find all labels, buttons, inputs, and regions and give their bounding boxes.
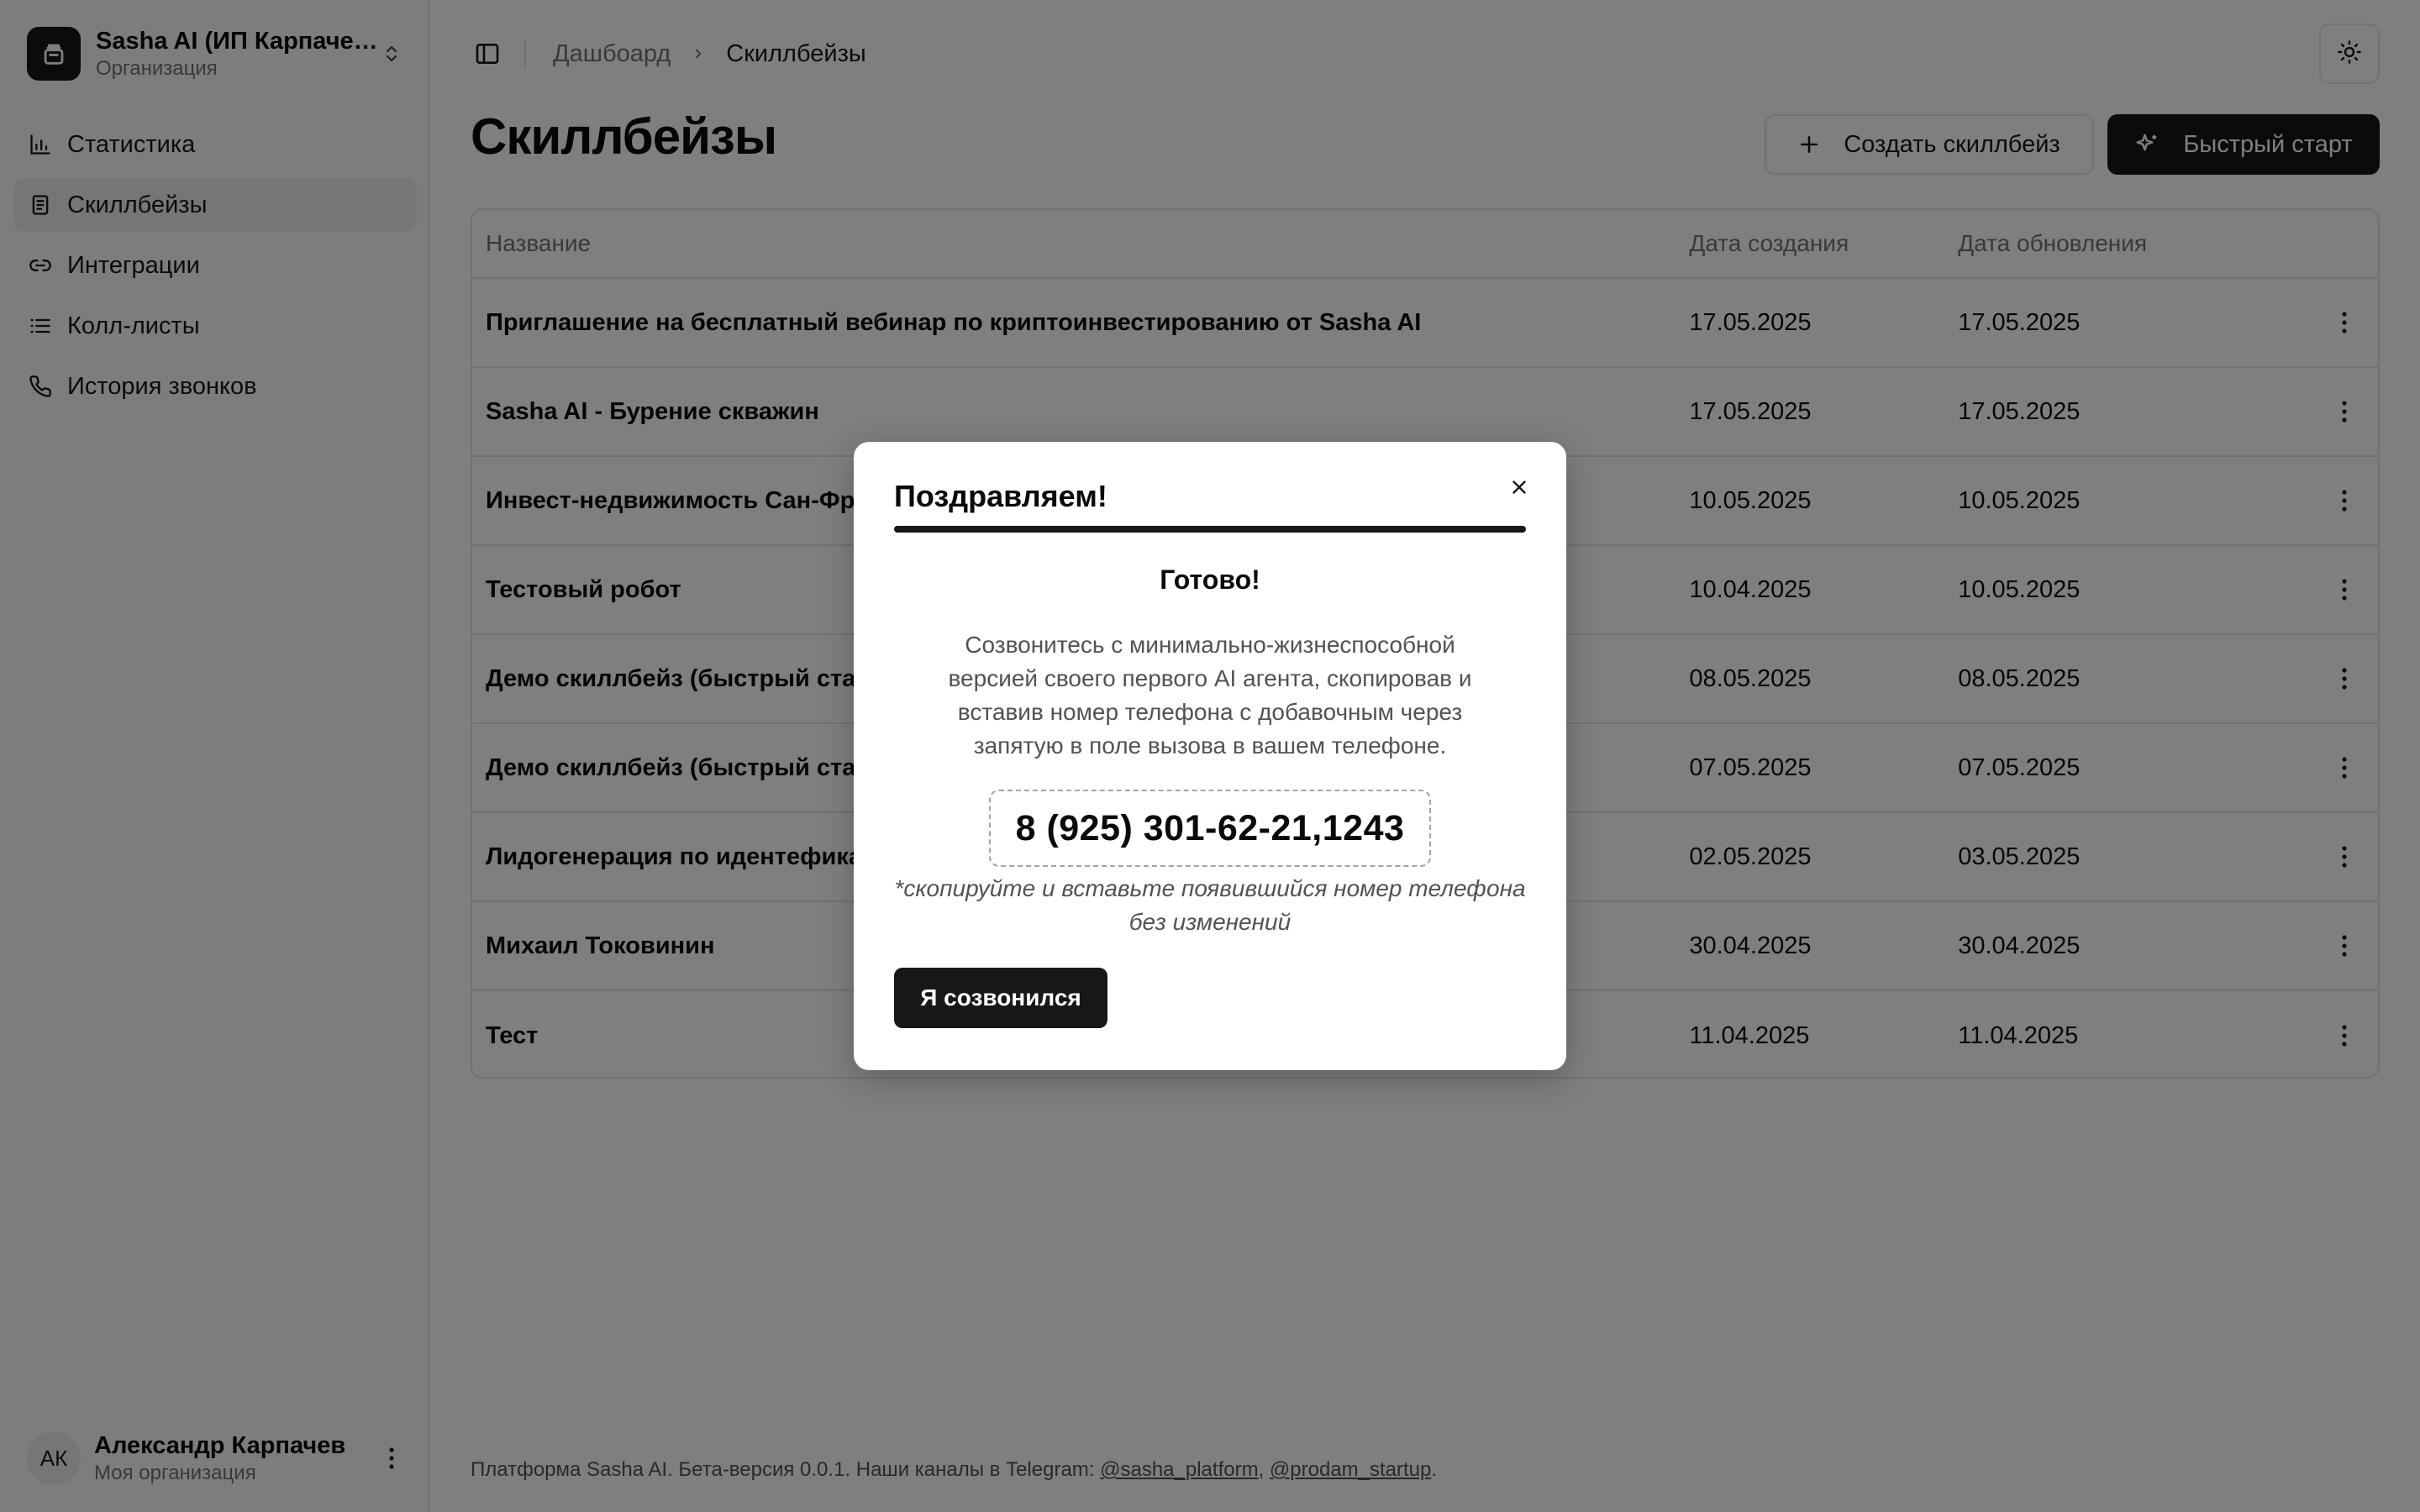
dialog-heading: Готово!: [1160, 564, 1260, 595]
called-button[interactable]: Я созвонился: [894, 968, 1107, 1028]
progress-bar: [894, 526, 1526, 533]
dialog-description: Созвонитесь с минимально-жизнеспособной версией своего первого AI агента, скопировав и вставив номер телефона с добавочным через запятую в поле вызова в вашем телефоне.: [948, 632, 1472, 759]
dialog-title: Поздравляем!: [894, 479, 1107, 513]
close-icon[interactable]: [1502, 470, 1536, 504]
phone-number[interactable]: 8 (925) 301-62-21,1243: [989, 790, 1431, 867]
congrats-dialog: [854, 442, 1566, 1070]
progress-fill: [894, 526, 1526, 533]
dialog-note: *скопируйте и вставьте появившийся номер телефона без изменений: [894, 875, 1526, 935]
